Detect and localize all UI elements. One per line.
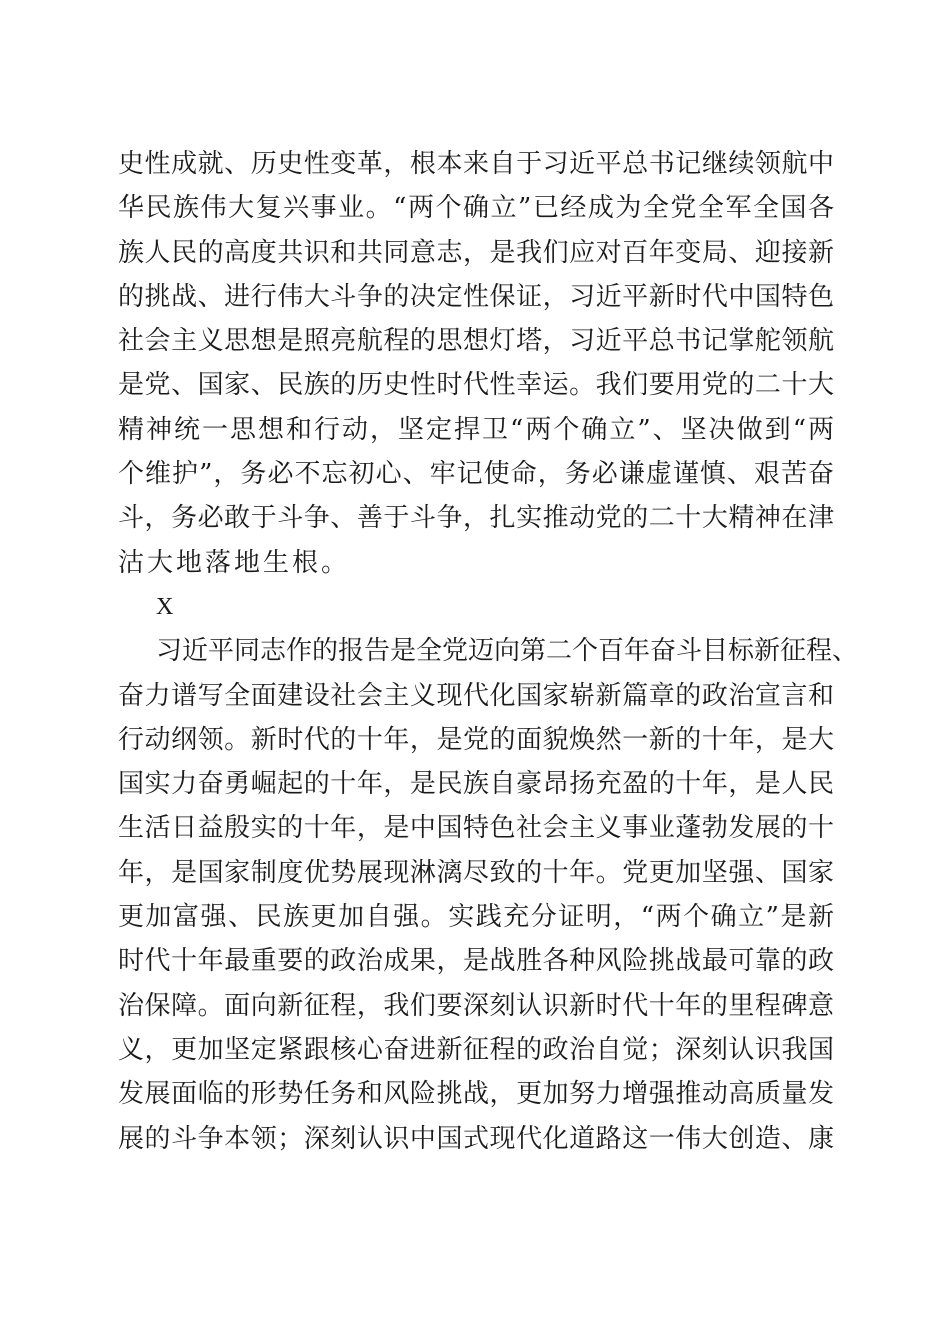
paragraph-1 bbox=[118, 142, 834, 585]
paragraph-2-line: 发展面临的形势任务和风险挑战，更加努力增强推动高质量发 bbox=[118, 1079, 834, 1110]
paragraph-2 bbox=[118, 629, 859, 1161]
paragraph-2-line: 年，是国家制度优势展现淋漓尽致的十年。党更加坚强、国家 bbox=[118, 857, 834, 888]
paragraph-1-line: 的挑战、进行伟大斗争的决定性保证，习近平新时代中国特色 bbox=[118, 281, 834, 312]
paragraph-1-line: 精神统一思想和行动，坚定捍卫“两个确立”、坚决做到“两 bbox=[118, 414, 834, 445]
paragraph-2-line: 展的斗争本领；深刻认识中国式现代化道路这一伟大创造、康 bbox=[118, 1123, 834, 1154]
paragraph-1-line: 族人民的高度共识和共同意志，是我们应对百年变局、迎接新 bbox=[118, 237, 834, 268]
paragraph-1-line: 史性成就、历史性变革，根本来自于习近平总书记继续领航中 bbox=[118, 149, 834, 179]
paragraph-2-line: 治保障。面向新征程，我们要深刻认识新时代十年的里程碑意 bbox=[118, 990, 834, 1021]
paragraph-2-line: 生活日益殷实的十年，是中国特色社会主义事业蓬勃发展的十 bbox=[118, 813, 834, 844]
document-body bbox=[118, 142, 859, 1161]
paragraph-2-line: 更加富强、民族更加自强。实践充分证明，“两个确立”是新 bbox=[118, 902, 834, 933]
paragraph-1-line: 个维护”，务必不忘初心、牢记使命，务必谦虚谨慎、艰苦奋 bbox=[118, 459, 834, 490]
paragraph-1-line: 沽大地落地生根。 bbox=[118, 547, 351, 578]
paragraph-2-line: 奋力谱写全面建设社会主义现代化国家崭新篇章的政治宣言和 bbox=[118, 680, 834, 711]
paragraph-2-line: 时代十年最重要的政治成果，是战胜各种风险挑战最可靠的政 bbox=[118, 946, 834, 977]
paragraph-2-line: 行动纲领。新时代的十年，是党的面貌焕然一新的十年，是大 bbox=[118, 724, 834, 755]
section-marker: X bbox=[156, 593, 174, 620]
paragraph-2-line: 习近平同志作的报告是全党迈向第二个百年奋斗目标新征程、 bbox=[156, 636, 859, 667]
paragraph-1-line: 华民族伟大复兴事业。“两个确立”已经成为全党全军全国各 bbox=[118, 193, 834, 224]
paragraph-1-line: 社会主义思想是照亮航程的思想灯塔，习近平总书记掌舵领航 bbox=[118, 326, 834, 357]
paragraph-1-line: 是党、国家、民族的历史性时代性幸运。我们要用党的二十大 bbox=[118, 370, 834, 401]
paragraph-2-line: 义，更加坚定紧跟核心奋进新征程的政治自觉；深刻认识我国 bbox=[118, 1034, 834, 1065]
paragraph-2-line: 国实力奋勇崛起的十年，是民族自豪昂扬充盈的十年，是人民 bbox=[118, 769, 834, 800]
paragraph-1-line: 斗，务必敢于斗争、善于斗争，扎实推动党的二十大精神在津 bbox=[118, 503, 834, 534]
